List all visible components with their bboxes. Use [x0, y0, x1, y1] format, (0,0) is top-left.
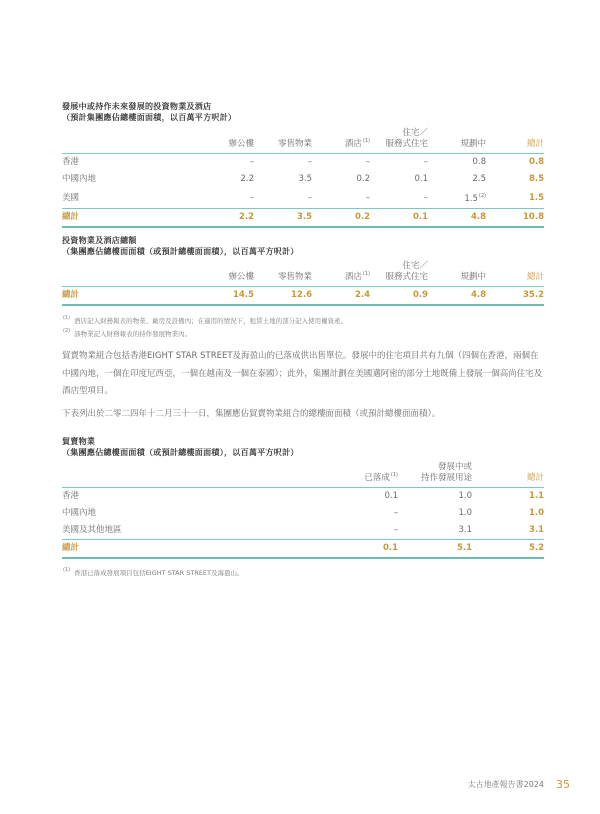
cell-region: 美國及其他地區 — [62, 525, 122, 535]
table-header-row — [62, 261, 544, 287]
cell-residential: – — [423, 192, 428, 203]
cell-total: 1.1 — [528, 491, 544, 501]
footnote-mark: (2) — [63, 328, 71, 334]
cell-retail: – — [307, 157, 312, 167]
cell-region: 香港 — [62, 491, 80, 501]
table-investment-under-development — [62, 128, 544, 228]
cell-hotel: – — [365, 192, 370, 203]
header-residential-line2: 服務式住宅 — [385, 272, 428, 282]
cell-hotel: 0.2 — [312, 209, 370, 228]
cell-retail: 3.5 — [298, 174, 312, 184]
header-region — [62, 261, 172, 287]
table2-title-line2: （集團應佔總樓面面積（或預計總樓面面積），以百萬平方呎計） — [62, 247, 299, 256]
cell-completed: – — [393, 508, 398, 518]
footnote-1 — [62, 313, 347, 326]
table3-title-line2: （集團應佔總樓面面積（或預計總樓面面積），以百萬平方呎計） — [62, 448, 299, 457]
cell-residential: 0.1 — [414, 174, 428, 184]
cell-developing: 1.0 — [458, 508, 472, 518]
table-header-row — [62, 128, 544, 154]
cell-region: 總計 — [62, 287, 172, 306]
cell-total: 1.0 — [528, 508, 544, 518]
header-completed-label: 已落成 — [364, 473, 390, 483]
table-row — [62, 188, 544, 209]
footnote-mark: (1) — [63, 567, 71, 573]
table-row — [62, 505, 544, 522]
footnote-mark: (1) — [63, 315, 71, 321]
header-hotel-label: 酒店 — [344, 272, 362, 282]
paragraph-table-intro: 下表列出於二零二四年十二月三十一日，集團應佔貿賣物業組合的總樓面面積（或預計總樓面面積）。 — [62, 409, 441, 419]
cell-total: 5.2 — [472, 540, 544, 559]
footnote-2 — [62, 326, 191, 339]
cell-office: 2.2 — [240, 174, 254, 184]
footnote-text: 香港已落成發展項目包括EIGHT STAR STREET及海盈山。 — [74, 569, 244, 577]
header-planning: 規劃中 — [428, 128, 486, 154]
cell-total: 8.5 — [528, 174, 544, 184]
table1-title — [62, 101, 236, 123]
cell-office: – — [249, 192, 254, 203]
table-trading-properties — [62, 462, 544, 559]
header-residential-line1: 住宅／ — [402, 261, 428, 271]
cell-office: 2.2 — [172, 209, 254, 228]
cell-residential: – — [423, 157, 428, 167]
cell-total: 35.2 — [486, 287, 544, 306]
header-total: 總計 — [472, 462, 544, 488]
table3-title — [62, 436, 299, 458]
header-region — [62, 462, 322, 488]
table2-title — [62, 235, 299, 257]
table1-title-line1: 發展中或持作未來發展的投資物業及酒店 — [62, 102, 212, 111]
header-hotel — [312, 261, 370, 287]
table-row — [62, 154, 544, 172]
header-hotel — [312, 128, 370, 154]
cell-planning: 4.8 — [428, 287, 486, 306]
cell-retail: – — [307, 192, 312, 203]
cell-residential: 0.9 — [370, 287, 428, 306]
page-footer — [468, 778, 570, 791]
header-residential-line1: 住宅／ — [402, 128, 428, 138]
cell-planning: 2.5 — [472, 174, 486, 184]
header-planning: 規劃中 — [428, 261, 486, 287]
table-total-row — [62, 209, 544, 228]
header-office: 辦公樓 — [172, 128, 254, 154]
cell-hotel: – — [365, 157, 370, 167]
table-total-row — [62, 540, 544, 559]
cell-office: – — [249, 157, 254, 167]
footnote-ref: (1) — [362, 138, 370, 144]
cell-developing: 1.0 — [458, 491, 472, 501]
cell-completed: 0.1 — [384, 491, 398, 501]
cell-planning: 4.8 — [428, 209, 486, 228]
header-developing — [398, 462, 472, 488]
report-name: 太古地產報告書2024 — [467, 780, 544, 789]
cell-retail: 3.5 — [254, 209, 312, 228]
footnote-ref: (2) — [478, 193, 486, 199]
header-residential-line2: 服務式住宅 — [385, 139, 428, 149]
footnote-text: 該物業記入財務報表的持作發展物業內。 — [74, 330, 192, 338]
table3-title-line1: 貿賣物業 — [62, 437, 96, 446]
cell-completed: 0.1 — [322, 540, 398, 559]
paragraph-trading-portfolio: 貿賣物業組合包括香港EIGHT STAR STREET及海盈山的已落成供出售單位。發展中的住宅項目共有九個（四個在香港，兩個在中國內地，一個在印度尼西亞，一個在越南及一個在泰國）；此外，集團計劃在美國邁阿密的部分土地既備上發展一個高尚住宅及酒店型項目。 — [62, 351, 543, 396]
cell-region: 香港 — [62, 157, 80, 167]
table1-title-line2: （預計集團應佔總樓面面積，以百萬平方呎計） — [62, 113, 237, 122]
footnote-trading — [62, 565, 244, 578]
cell-residential: 0.1 — [370, 209, 428, 228]
header-hotel-label: 酒店 — [344, 139, 362, 149]
cell-hotel: 2.4 — [312, 287, 370, 306]
cell-retail: 12.6 — [254, 287, 312, 306]
table-row — [62, 522, 544, 540]
header-retail: 零售物業 — [254, 128, 312, 154]
cell-planning — [428, 188, 486, 209]
table2-title-line1: 投資物業及酒店總額 — [62, 236, 137, 245]
cell-total: 3.1 — [528, 525, 544, 535]
table-row — [62, 488, 544, 506]
cell-total: 1.5 — [528, 192, 544, 203]
table-total-row — [62, 287, 544, 306]
cell-region: 中國內地 — [62, 508, 97, 518]
header-retail: 零售物業 — [254, 261, 312, 287]
cell-planning: 0.8 — [472, 157, 486, 167]
cell-region: 總計 — [62, 209, 172, 228]
cell-total: 10.8 — [486, 209, 544, 228]
cell-completed: – — [393, 525, 398, 535]
table-row — [62, 171, 544, 188]
cell-region: 美國 — [62, 192, 80, 203]
header-region — [62, 128, 172, 154]
cell-region: 總計 — [62, 540, 322, 559]
cell-developing: 5.1 — [398, 540, 472, 559]
header-developing-line1: 發展中或 — [437, 462, 472, 472]
header-completed — [322, 462, 398, 488]
header-developing-line2: 持作發展用途 — [420, 473, 472, 483]
cell-region: 中國內地 — [62, 174, 97, 184]
cell-office: 14.5 — [172, 287, 254, 306]
footnote-ref: (1) — [390, 472, 398, 478]
header-residential — [370, 128, 428, 154]
table-investment-total — [62, 261, 544, 306]
header-total: 總計 — [486, 128, 544, 154]
footnote-text: 酒店記入財務報表的物業、廠房及設備內；在適用的情況下，租賃土地的部分記入使用權資產。 — [74, 317, 348, 325]
cell-planning-value: 1.5 — [464, 194, 478, 204]
header-total: 總計 — [486, 261, 544, 287]
cell-developing: 3.1 — [458, 525, 472, 535]
header-office: 辦公樓 — [172, 261, 254, 287]
table-header-row — [62, 462, 544, 488]
footnote-ref: (1) — [362, 271, 370, 277]
header-residential — [370, 261, 428, 287]
cell-total: 0.8 — [528, 157, 544, 167]
page-number: 35 — [556, 778, 570, 791]
cell-hotel: 0.2 — [356, 174, 370, 184]
